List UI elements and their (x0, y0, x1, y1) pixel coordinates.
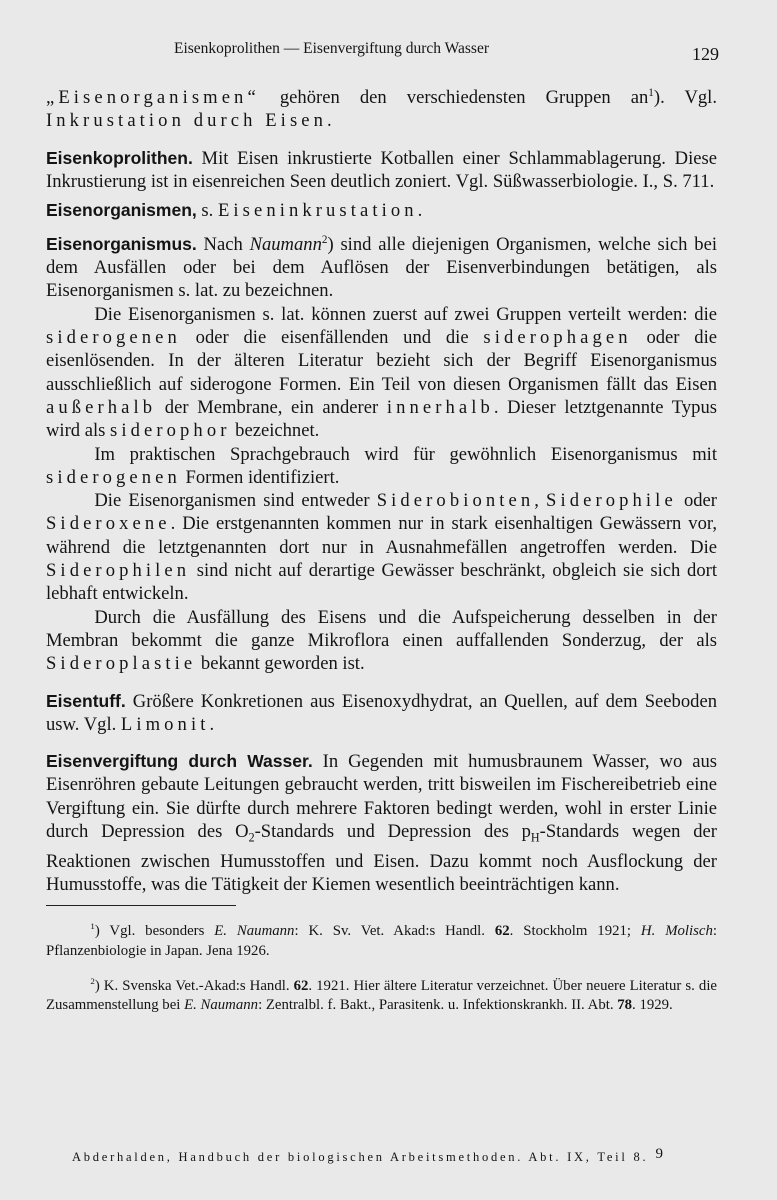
entry-continuation: „Eisenorganismen“ gehören den verschiedensten Gruppen $an^1$). Vgl. Inkrustation durch Eisen. (46, 87, 717, 132)
entry-eisenvergiftung: Eisenvergiftung durch Wasser. In Gegenden mit humusbraunem Wasser, wo aus Eisenröhren gebaute Leitungen gebraucht werden, tritt bisweilen im Fischereibetrieb eine Vergiftung ein. Sie dürfte durch mehrere Faktoren bedingt werden, wohl in erster Linie durch Depression des $O_2$-Standards und Depression des $p_H$-Standards wegen der Reaktionen zwischen Humusstoffen und Eisen. Dazu kommt noch Ausflockung der Humusstoffe, was die Tätigkeit der Kiemen wesentlich beeinträchtigen kann. (46, 751, 717, 896)
main-text (46, 82, 717, 897)
cross-reference: Eiseninkrustation (217, 200, 418, 222)
cross-reference: Inkrustation durch Eisen (46, 110, 328, 132)
paragraph-types: Die Eisenorganismen sind entweder Siderobionten, Siderophile oder Sideroxene. Die erstgenannten kommen nur in stark eisenhaltigen Gewässern vor, während die letztgenannten dort nur in Ausnahmefällen angetroffen werden. Die Siderophilen sind nicht auf derartige Gewässer beschränkt, obgleich sie sich dort lebhaft entwickeln. (46, 490, 717, 605)
running-head: Eisenkoprolithen — Eisenvergiftung durch Wasser (174, 40, 490, 57)
entry-eisenorganismus: Eisenorganismus. Nach Naumann$^2$) sind alle diejenigen Organismen, welche sich bei dem Ausfällen oder bei dem Auflösen der Eisenverbindungen betätigen, als Eisenorganismen s. lat. zu bezeichnen. (46, 233, 717, 302)
headword: Eisentuff. (46, 690, 126, 711)
paragraph-usage: Im praktischen Sprachgebrauch wird für gewöhnlich Eisenorganismus mit siderogenen Formen identifiziert. (46, 443, 717, 488)
paragraph-sideroplastie: Durch die Ausfällung des Eisens und die Aufspeicherung desselben in der Membran bekommt die ganze Mikroflora einen auffallenden Sonderzug, der als Sideroplastie bekannt geworden ist. (46, 606, 717, 675)
footnote-ref[interactable]: 2 (321, 233, 328, 246)
entry-eisenkoprolithen: Eisenkoprolithen. Mit Eisen inkrustierte Kotballen einer Schlammablagerung. Diese Inkrustierung ist in eisenreichen Seen deutlich zoniert. Vgl. Süßwasserbiologie. I., S. 711. (46, 147, 717, 193)
headword: Eisenkoprolithen. (46, 147, 193, 168)
headword: Eisenorganismus. (46, 233, 197, 254)
headword: Eisenvergiftung durch Wasser. (46, 751, 313, 772)
entry-eisenorganismen: Eisenorganismen, s. Eiseninkrustation. (46, 200, 423, 222)
signature-mark: 9 (655, 1146, 663, 1162)
footnotes (46, 905, 717, 1016)
cross-reference: Limonit (120, 713, 210, 735)
footnote-2: $^2$) K. Svenska Vet.-Akad:s Handl. 62. 1921. Hier ältere Literatur verzeichnet. Über neuere Literatur s. die Zusammenstellung bei E. Naumann: Zentralbl. f. Bakt., Parasitenk. u. Infektionskrankh. II. Abt. 78. 1929. (46, 975, 717, 1014)
footer-imprint: Abderhalden, Handbuch der biologischen Arbeitsmethoden. Abt. IX, Teil 8. (72, 1150, 649, 1164)
page-header (46, 40, 717, 74)
page-footer (72, 1146, 663, 1165)
footnote-rule (46, 905, 236, 906)
paragraph-groups: Die Eisenorganismen s. lat. können zuerst auf zwei Gruppen verteilt werden: die siderogenen oder die eisenfällenden und die siderophagen oder die eisenlösenden. In der älteren Literatur bezieht sich der Begriff Eisenorganismus ausschließlich auf siderogone Formen. Ein Teil von diesen Organismen fällt das Eisen außerhalb der Membrane, ein anderer innerhalb. Dieser letztgenannte Typus wird als siderophor bezeichnet. (46, 303, 717, 442)
footnote-ref[interactable]: 1 (648, 87, 654, 99)
entry-eisentuff: Eisentuff. Größere Konkretionen aus Eisenoxydhydrat, an Quellen, auf dem Seeboden usw. Vgl. Limonit. (46, 690, 717, 735)
footnote-1: $^1$) Vgl. besonders E. Naumann: K. Sv. Vet. Akad:s Handl. 62. Stockholm 1921; H. Molisch: Pflanzenbiologie in Japan. Jena 1926. (46, 920, 717, 959)
headword: Eisenorganismen, (46, 200, 197, 221)
page-number: 129 (692, 44, 719, 64)
author-name: Naumann (249, 233, 322, 255)
